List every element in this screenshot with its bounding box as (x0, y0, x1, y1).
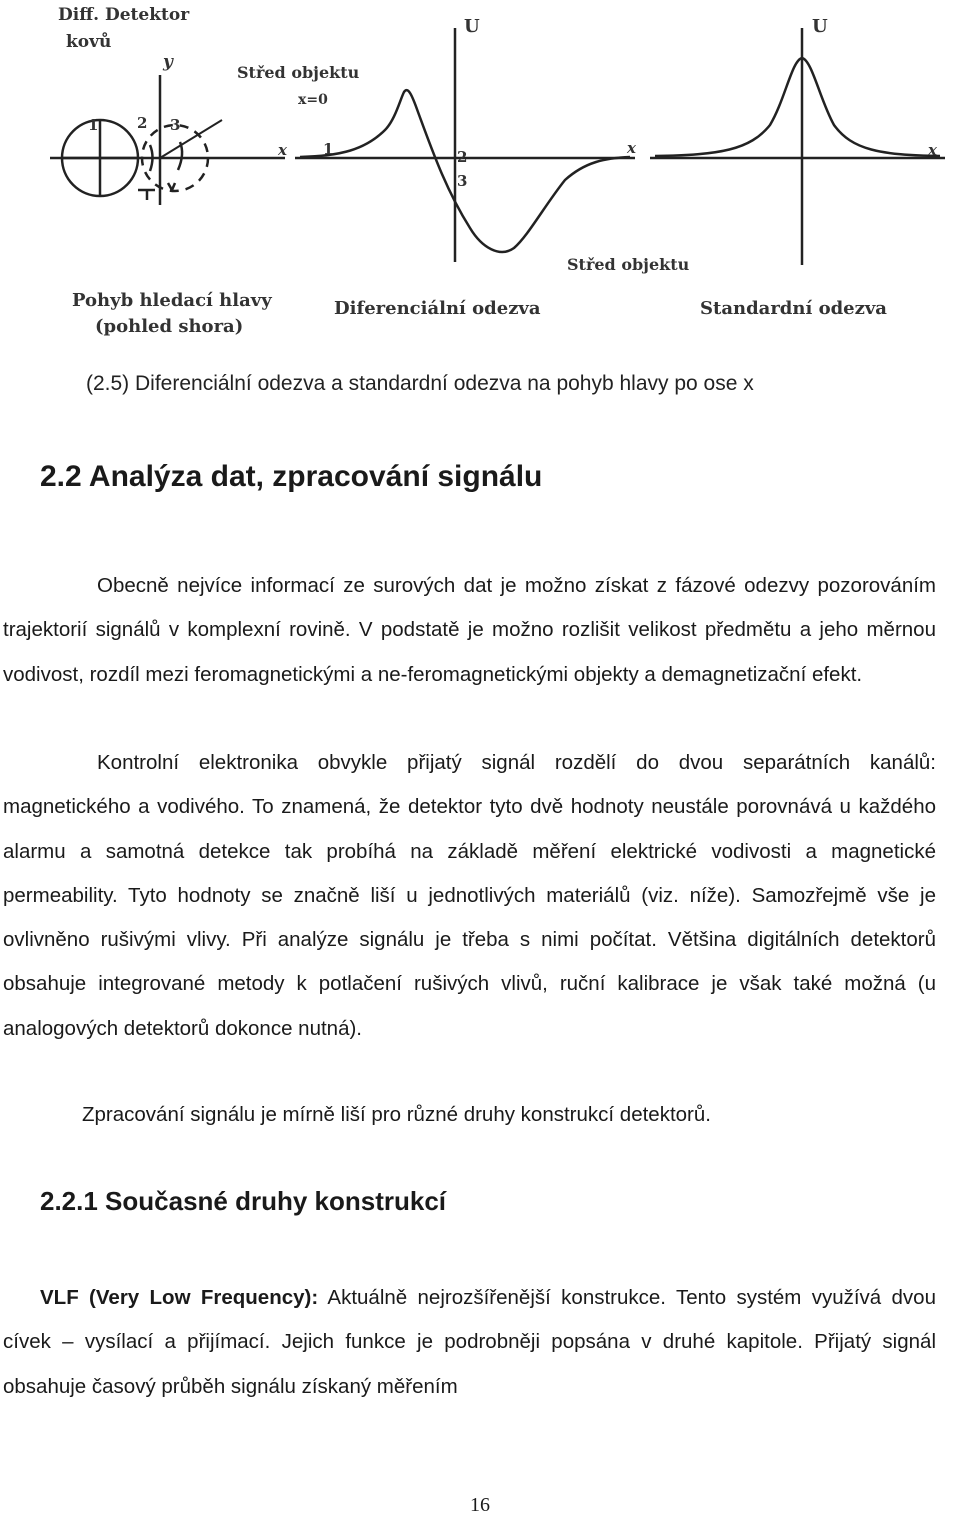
u-axis-label-2: U (464, 16, 480, 37)
section-heading-2-2-1: 2.2.1 Současné druhy konstrukcí (40, 1186, 447, 1216)
u-axis-label-3: U (812, 16, 828, 37)
x-zero-label: x=0 (298, 92, 328, 108)
position-label-3: 3 (170, 116, 181, 134)
vlf-term: VLF (Very Low Frequency): (40, 1286, 319, 1309)
motion-label-1: Pohyb hledací hlavy (72, 290, 272, 311)
motion-label-2: (pohled shora) (95, 316, 244, 337)
paragraph-2: Kontrolní elektronika obvykle přijatý signál rozdělí do dvou separátních kanálů: magnetického a vodivého. To znamená, že detektor tyto dvě hodnoty neustále porovnává u každého alarmu a samotná detekce tak probíhá na základě měření elektrické vodivosti a magnetické permeability. Tyto hodnoty se značně liší u jednotlivých materiálů (viz. níže). Samozřejmě vše je ovlivněno rušivými vlivy. Při analýze signálu je třeba s nimi počítat. Většina digitálních detektorů obsahuje integrované metody k potlačení rušivých vlivů, ruční kalibrace je však také možná (u analogových detektorů dokonce nutná). (3, 751, 936, 1040)
figure-caption: (2.5) Diferenciální odezva a standardní odezva na pohyb hlavy po ose x (86, 372, 754, 395)
position-label-2: 2 (137, 114, 148, 132)
page-number: 16 (470, 1494, 490, 1516)
standard-response-label: Standardní odezva (700, 298, 887, 319)
curve-point-1: 1 (323, 140, 334, 158)
x-axis-label-2: x (627, 139, 636, 157)
x-axis-label-3: x (928, 141, 937, 159)
standard-curve (655, 58, 940, 156)
differential-response-label: Diferenciální odezva (334, 298, 541, 319)
object-center-label-bottom: Střed objektu (567, 255, 690, 274)
curve-point-2: 2 (457, 148, 468, 166)
vlf-description: Aktuálně nejrozšířenější konstrukce. Tento systém využívá dvou cívek – vysílací a přijímací. Jejich funkce je podrobněji popsána v druhé kapitole. Přijatý signál obsahuje časový průběh signálu získaný měřením (3, 1286, 936, 1398)
x-axis-label-1: x (278, 141, 287, 159)
y-axis-label: y (163, 52, 173, 72)
section-heading-2-2: 2.2 Analýza dat, zpracování signálu (40, 460, 543, 493)
paragraph-3: Zpracování signálu je mírně liší pro různé druhy konstrukcí detektorů. (82, 1103, 711, 1126)
paragraph-1: Obecně nejvíce informací ze surových dat je možno získat z fázové odezvy pozorováním trajektorií signálů v komplexní rovině. V podstatě je možno rozlišit velikost předmětu a jeho měrnou vodivost, rozdíl mezi feromagnetickými a ne-feromagnetickými objekty a demagnetizační efekt. (3, 574, 936, 686)
detector-label-1: Diff. Detektor (58, 5, 190, 25)
head-motion-panel (50, 75, 285, 205)
paragraph-4 (3, 1276, 936, 1409)
object-center-label-top: Střed objektu (237, 63, 360, 82)
detector-response-figure (0, 0, 960, 350)
standard-response-panel (650, 28, 945, 265)
detector-label-2: kovů (66, 32, 112, 52)
position-label-1: 1 (88, 116, 99, 134)
curve-point-3: 3 (457, 172, 468, 190)
